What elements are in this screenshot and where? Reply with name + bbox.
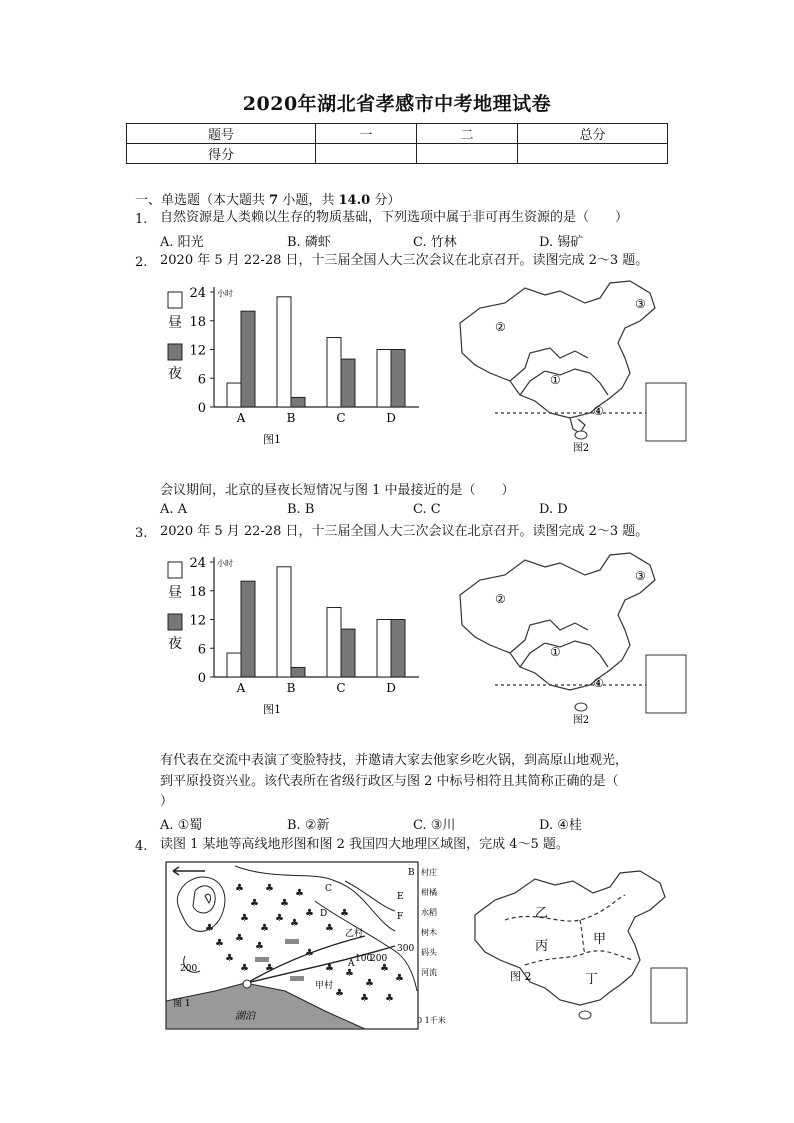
legend-night-label: 夜 — [168, 366, 182, 382]
y-tick-label: 0 — [197, 401, 206, 416]
question-stem: 2020 年 5 月 22-28 日，十三届全国人大三次会议在北京召开。读图完成 2～3 题。 — [160, 524, 649, 539]
legend-night-label: 夜 — [168, 636, 182, 652]
tree-icon: ♣ — [325, 923, 334, 934]
bar-D-night — [391, 620, 405, 678]
tree-icon: ♣ — [280, 898, 289, 909]
map-label-2: ② — [495, 320, 506, 334]
tree-icon: ♣ — [395, 973, 404, 984]
tree-icon: ♣ — [325, 963, 334, 974]
bar-A-night — [241, 311, 255, 407]
section-points: 14.0 — [338, 193, 371, 208]
score-cell[interactable] — [316, 144, 417, 164]
contour-label: 200 — [370, 954, 388, 964]
bar-C-night — [341, 629, 355, 677]
question-sub: 到平原投资兴业。该代表所在省级行政区与图 2 中标号相符且其简称正确的是（ — [160, 774, 619, 789]
map-label-3: ③ — [635, 297, 646, 311]
y-tick-label: 12 — [189, 613, 206, 629]
section-heading — [135, 189, 400, 208]
bar-B-day — [277, 297, 291, 407]
china-map-figure2 — [450, 545, 690, 725]
figure2-caption: 图2 — [572, 443, 590, 454]
point-a: A — [348, 959, 355, 969]
legend-river: 河流 — [421, 968, 437, 977]
point-c: C — [325, 884, 332, 894]
tree-icon: ♣ — [345, 968, 354, 979]
china-map-figure2 — [450, 273, 690, 453]
contour-label: 200 — [180, 964, 198, 974]
question-stem: 自然资源是人类赖以生存的物质基础，下列选项中属于非可再生资源的是（ ） — [160, 210, 629, 225]
tree-icon: ♣ — [385, 993, 394, 1004]
x-tick-label: B — [286, 681, 296, 695]
tree-icon: ♣ — [235, 883, 244, 894]
x-tick-label: C — [336, 681, 346, 695]
x-tick-label: A — [236, 411, 246, 425]
point-f: F — [397, 912, 404, 922]
tree-icon: ♣ — [365, 978, 374, 989]
y-tick-label: 6 — [197, 372, 206, 388]
option-b[interactable]: B. B — [287, 502, 315, 517]
tree-icon: ♣ — [290, 918, 299, 929]
point-d: D — [320, 909, 328, 919]
region-label-yi: 乙 — [535, 906, 549, 921]
village-jia-label: 甲村 — [315, 981, 334, 991]
legend-tree: 树木 — [421, 928, 437, 937]
village-yi-label: 乙村 — [345, 929, 364, 939]
legend-night-swatch — [168, 614, 182, 630]
question-stem: 读图 1 某地等高线地形图和图 2 我国四大地理区域图，完成 4～5 题。 — [160, 837, 569, 852]
option-d[interactable]: D. 锡矿 — [539, 235, 584, 250]
lake-label: 湖泊 — [235, 1011, 255, 1022]
bar-B-night — [291, 667, 305, 677]
bar-B-night — [291, 397, 305, 407]
region-map-caption: 图 2 — [510, 970, 532, 983]
map-label-4: ④ — [593, 404, 604, 418]
question-number: 4. — [135, 839, 148, 854]
tree-icon: ♣ — [380, 963, 389, 974]
tree-icon: ♣ — [235, 933, 244, 944]
legend-day-label: 昼 — [168, 585, 182, 601]
y-unit-label: 小时 — [217, 289, 233, 298]
scale-bar: 0 1千米 — [417, 1016, 446, 1025]
bar-A-night — [241, 581, 255, 677]
map-label-1: ① — [550, 645, 561, 659]
option-c[interactable]: C. C — [413, 502, 441, 517]
section-label: 一、单选题（本大题共 — [135, 193, 266, 208]
score-header-cell: 一 — [316, 124, 417, 144]
map-label-2: ② — [495, 592, 506, 606]
tree-icon: ♣ — [240, 963, 249, 974]
legend-day-swatch — [168, 562, 182, 578]
map-label-3: ③ — [635, 569, 646, 583]
contour-label: 100 — [355, 954, 373, 964]
bar-C-night — [341, 359, 355, 407]
legend-citrus: 柑橘 — [421, 888, 437, 897]
tree-icon: ♣ — [255, 941, 264, 952]
legend-night-swatch — [168, 344, 182, 360]
tree-icon: ♣ — [305, 948, 314, 959]
figure1-caption: 图1 — [263, 703, 281, 716]
option-a[interactable]: A. ①蜀 — [160, 818, 203, 833]
tree-icon: ♣ — [265, 883, 274, 894]
question-stem: 2020 年 5 月 22-28 日，十三届全国人大三次会议在北京召开。读图完成 2～3 题。 — [160, 253, 649, 268]
section-count: 7 — [269, 193, 279, 208]
map-label-1: ① — [550, 373, 561, 387]
question-sub: ） — [160, 794, 174, 809]
question-number: 2. — [135, 255, 148, 270]
page-title: 2020年湖北省孝感市中考地理试卷 — [242, 93, 552, 115]
score-table-header-row — [127, 124, 668, 144]
tree-icon: ♣ — [335, 988, 344, 999]
x-tick-label: B — [286, 411, 296, 425]
legend-rice: 水稻 — [421, 908, 437, 917]
contour-label: 300 — [397, 944, 415, 954]
tree-icon: ♣ — [205, 923, 214, 934]
topo-caption: 图 1 — [173, 999, 191, 1009]
tree-icon: ♣ — [265, 963, 274, 974]
tree-icon: ♣ — [275, 913, 284, 924]
score-cell[interactable] — [518, 144, 668, 164]
option-a[interactable]: A. A — [160, 502, 188, 517]
point-e: E — [397, 892, 404, 902]
bar-D-day — [377, 620, 391, 678]
score-header-cell: 总分 — [518, 124, 668, 144]
score-table — [126, 123, 668, 164]
y-tick-label: 0 — [197, 671, 206, 686]
bar-D-night — [391, 350, 405, 408]
y-tick-label: 18 — [189, 314, 206, 330]
bar-A-day — [227, 653, 241, 677]
y-tick-label: 18 — [189, 584, 206, 600]
tree-icon: ♣ — [340, 908, 349, 919]
y-tick-label: 24 — [189, 556, 206, 571]
figure1-caption: 图1 — [263, 433, 281, 446]
question-sub: 有代表在交流中表演了变脸特技，并邀请大家去他家乡吃火锅，到高原山地观光， — [160, 753, 629, 768]
figure2-caption: 图2 — [572, 715, 590, 726]
option-b[interactable]: B. 磷虾 — [287, 235, 331, 250]
x-tick-label: D — [386, 411, 396, 425]
bar-B-day — [277, 567, 291, 677]
tree-icon: ♣ — [305, 908, 314, 919]
tree-icon: ♣ — [295, 888, 304, 899]
topographic-map-figure1 — [165, 861, 446, 1031]
y-tick-label: 24 — [189, 286, 206, 301]
option-b[interactable]: B. ②新 — [287, 818, 330, 833]
score-row-label: 得分 — [127, 144, 316, 164]
score-header-cell: 二 — [417, 124, 518, 144]
map-label-4: ④ — [593, 676, 604, 690]
legend-village: 村庄 — [421, 868, 437, 877]
legend-dock: 码头 — [421, 948, 437, 957]
tree-icon: ♣ — [215, 938, 224, 949]
option-d[interactable]: D. D — [539, 502, 568, 517]
day-night-chart — [162, 282, 422, 454]
point-b: B — [408, 868, 415, 878]
legend-day-swatch — [168, 292, 182, 308]
x-tick-label: C — [336, 411, 346, 425]
bar-C-day — [327, 608, 341, 677]
section-end: 分） — [374, 193, 401, 208]
region-label-jia: 甲 — [593, 932, 607, 947]
x-tick-label: A — [236, 681, 246, 695]
region-label-ding: 丁 — [585, 972, 599, 987]
question-number: 1. — [135, 212, 148, 227]
day-night-chart — [162, 552, 422, 724]
tree-icon: ♣ — [260, 923, 269, 934]
china-regions-map — [465, 865, 690, 1030]
x-tick-label: D — [386, 681, 396, 695]
option-a[interactable]: A. 阳光 — [160, 235, 204, 250]
tree-icon: ♣ — [250, 898, 259, 909]
question-number: 3. — [135, 526, 148, 541]
bar-A-day — [227, 383, 241, 407]
y-tick-label: 12 — [189, 343, 206, 359]
option-d[interactable]: D. ④桂 — [539, 818, 582, 833]
tree-icon: ♣ — [360, 993, 369, 1004]
option-c[interactable]: C. ③川 — [413, 818, 456, 833]
y-tick-label: 6 — [197, 642, 206, 658]
score-table-row — [127, 144, 668, 164]
legend-day-label: 昼 — [168, 315, 182, 331]
tree-icon: ♣ — [225, 953, 234, 964]
score-header-cell: 题号 — [127, 124, 316, 144]
question-sub: 会议期间，北京的昼夜长短情况与图 1 中最接近的是（ ） — [160, 483, 515, 498]
tree-icon: ♣ — [240, 913, 249, 924]
region-label-bing: 丙 — [535, 939, 549, 954]
y-unit-label: 小时 — [217, 559, 233, 568]
section-mid: 小题，共 — [282, 193, 335, 208]
score-cell[interactable] — [417, 144, 518, 164]
option-c[interactable]: C. 竹林 — [413, 235, 457, 250]
bar-D-day — [377, 350, 391, 408]
bar-C-day — [327, 338, 341, 407]
